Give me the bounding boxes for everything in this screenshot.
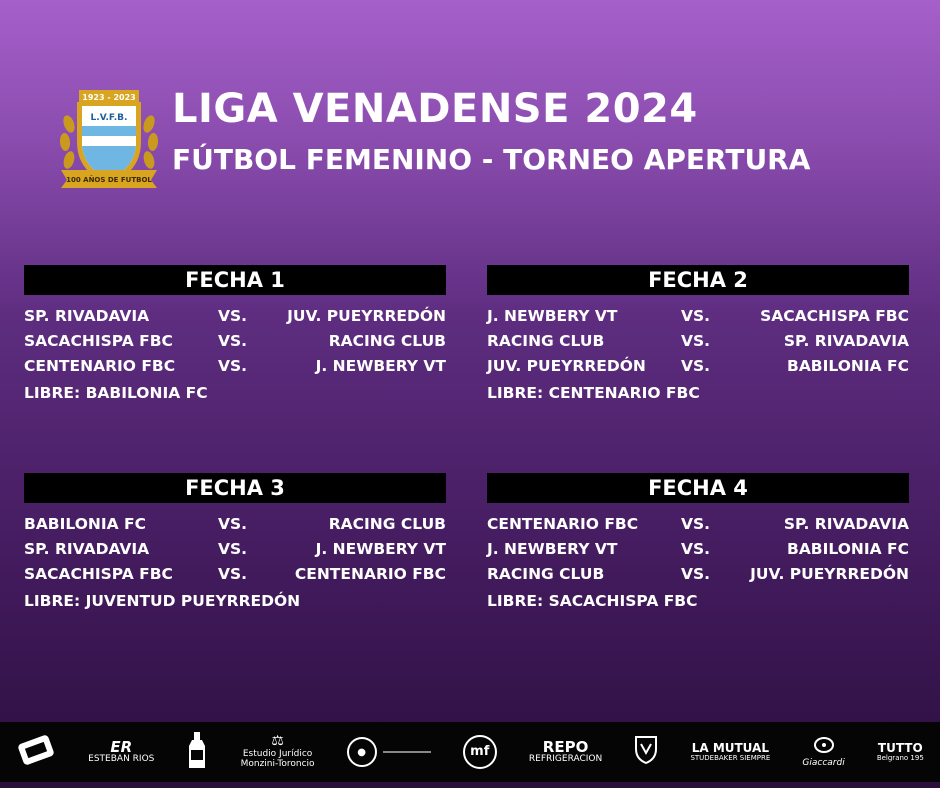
vs-label: VS. bbox=[681, 307, 711, 325]
home-team: SACACHISPA FBC bbox=[24, 332, 173, 350]
vs-label: VS. bbox=[681, 515, 711, 533]
sponsor-siempre-label: STUDEBAKER SIEMPRE bbox=[690, 753, 771, 762]
sponsor-la-mutual-label: LA MUTUAL bbox=[691, 740, 769, 755]
fecha-1-header: FECHA 1 bbox=[24, 265, 446, 295]
sponsor-line bbox=[383, 751, 431, 753]
vs-label: VS. bbox=[681, 332, 711, 350]
away-team: RACING CLUB bbox=[328, 332, 446, 350]
sponsor-giaccardi bbox=[802, 735, 844, 769]
page-title: LIGA VENADENSE 2024 bbox=[172, 86, 698, 132]
fecha-2-header: FECHA 2 bbox=[487, 265, 909, 295]
fecha-3-block bbox=[24, 473, 446, 610]
vs-label: VS. bbox=[681, 540, 711, 558]
sponsor-shield bbox=[634, 735, 658, 769]
fecha-4-block bbox=[487, 473, 909, 610]
sponsor-circle-icon: ● bbox=[347, 737, 377, 767]
scales-icon: ⚖ bbox=[271, 733, 284, 750]
logo-initials: L.V.F.B. bbox=[90, 113, 128, 123]
away-team: JUV. PUEYRREDÓN bbox=[287, 307, 446, 325]
libre-team: LIBRE: CENTENARIO FBC bbox=[487, 384, 700, 402]
logo-years: 1923 - 2023 bbox=[82, 93, 136, 102]
sponsor-er-mark: ER bbox=[110, 737, 133, 756]
page-subtitle: FÚTBOL FEMENINO - TORNEO APERTURA bbox=[172, 143, 811, 176]
home-team: SP. RIVADAVIA bbox=[24, 540, 150, 558]
match-row bbox=[487, 565, 909, 590]
away-team: SP. RIVADAVIA bbox=[783, 515, 909, 533]
fecha-2-block bbox=[487, 265, 909, 402]
libre-team: LIBRE: JUVENTUD PUEYRREDÓN bbox=[24, 592, 301, 610]
sponsor-bottle bbox=[186, 730, 208, 774]
match-row bbox=[24, 565, 446, 590]
logo-ribbon: 100 AÑOS DE FUTBOL bbox=[66, 176, 152, 184]
bottle-icon bbox=[186, 730, 208, 770]
vs-label: VS. bbox=[218, 332, 248, 350]
sponsor-bar bbox=[0, 722, 940, 782]
vs-label: VS. bbox=[218, 515, 248, 533]
league-crest-logo bbox=[55, 84, 163, 194]
libre-team: LIBRE: BABILONIA FC bbox=[24, 384, 208, 402]
sponsor-tutto bbox=[877, 742, 924, 763]
away-team: JUV. PUEYRREDÓN bbox=[750, 565, 909, 583]
home-team: SP. RIVADAVIA bbox=[24, 307, 150, 325]
sponsor-1-icon bbox=[16, 733, 56, 767]
home-team: SACACHISPA FBC bbox=[24, 565, 173, 583]
away-team: SACACHISPA FBC bbox=[760, 307, 909, 325]
home-team: J. NEWBERY VT bbox=[487, 540, 618, 558]
match-row bbox=[487, 332, 909, 357]
match-row bbox=[24, 515, 446, 540]
sponsor-repo-sub: REFRIGERACION bbox=[528, 754, 603, 765]
vs-label: VS. bbox=[218, 565, 248, 583]
fecha-4-header: FECHA 4 bbox=[487, 473, 909, 503]
away-team: J. NEWBERY VT bbox=[315, 357, 446, 375]
home-team: RACING CLUB bbox=[487, 332, 605, 350]
match-row bbox=[487, 307, 909, 332]
sponsor-repo bbox=[529, 739, 602, 765]
fecha-1-block bbox=[24, 265, 446, 402]
away-team: CENTENARIO FBC bbox=[294, 565, 446, 583]
vs-label: VS. bbox=[218, 307, 248, 325]
sponsor-estudio-title: Estudio Jurídico bbox=[242, 748, 313, 759]
sponsor-giaccardi-label: Giaccardi bbox=[802, 758, 845, 768]
away-team: BABILONIA FC bbox=[787, 357, 909, 375]
vs-label: VS. bbox=[681, 565, 711, 583]
sponsor-esteban-rios-label: ESTEBAN RIOS bbox=[88, 754, 155, 765]
mf-icon: mf bbox=[463, 735, 497, 769]
away-team: SP. RIVADAVIA bbox=[783, 332, 909, 350]
sponsor-repo-label: REPO bbox=[542, 737, 589, 756]
sponsor-tutto-sub: Belgrano 195 bbox=[876, 753, 924, 762]
sponsor-circle-logo bbox=[347, 737, 431, 767]
sponsor-la-mutual bbox=[690, 742, 770, 763]
match-row bbox=[487, 515, 909, 540]
vs-label: VS. bbox=[218, 540, 248, 558]
match-row bbox=[24, 540, 446, 565]
sponsor-estudio-names: Monzini-Toroncio bbox=[240, 758, 315, 769]
match-row bbox=[24, 332, 446, 357]
sponsor-logo-1 bbox=[16, 733, 56, 771]
home-team: CENTENARIO FBC bbox=[24, 357, 176, 375]
sponsor-esteban-rios bbox=[88, 739, 154, 765]
match-row bbox=[487, 540, 909, 565]
sponsor-estudio-juridico bbox=[241, 734, 315, 769]
sponsor-tutto-label: TUTTO bbox=[877, 740, 923, 755]
giaccardi-icon bbox=[811, 735, 837, 755]
match-row bbox=[487, 357, 909, 382]
fecha-3-header: FECHA 3 bbox=[24, 473, 446, 503]
home-team: CENTENARIO FBC bbox=[487, 515, 639, 533]
away-team: RACING CLUB bbox=[328, 515, 446, 533]
vs-label: VS. bbox=[681, 357, 711, 375]
home-team: JUV. PUEYRREDÓN bbox=[487, 357, 646, 375]
home-team: BABILONIA FC bbox=[24, 515, 146, 533]
away-team: BABILONIA FC bbox=[787, 540, 909, 558]
sponsor-mf bbox=[463, 735, 497, 769]
shield-icon bbox=[634, 735, 658, 765]
match-row bbox=[24, 307, 446, 332]
vs-label: VS. bbox=[218, 357, 248, 375]
away-team: J. NEWBERY VT bbox=[315, 540, 446, 558]
home-team: J. NEWBERY VT bbox=[487, 307, 618, 325]
match-row bbox=[24, 357, 446, 382]
libre-team: LIBRE: SACACHISPA FBC bbox=[487, 592, 698, 610]
home-team: RACING CLUB bbox=[487, 565, 605, 583]
